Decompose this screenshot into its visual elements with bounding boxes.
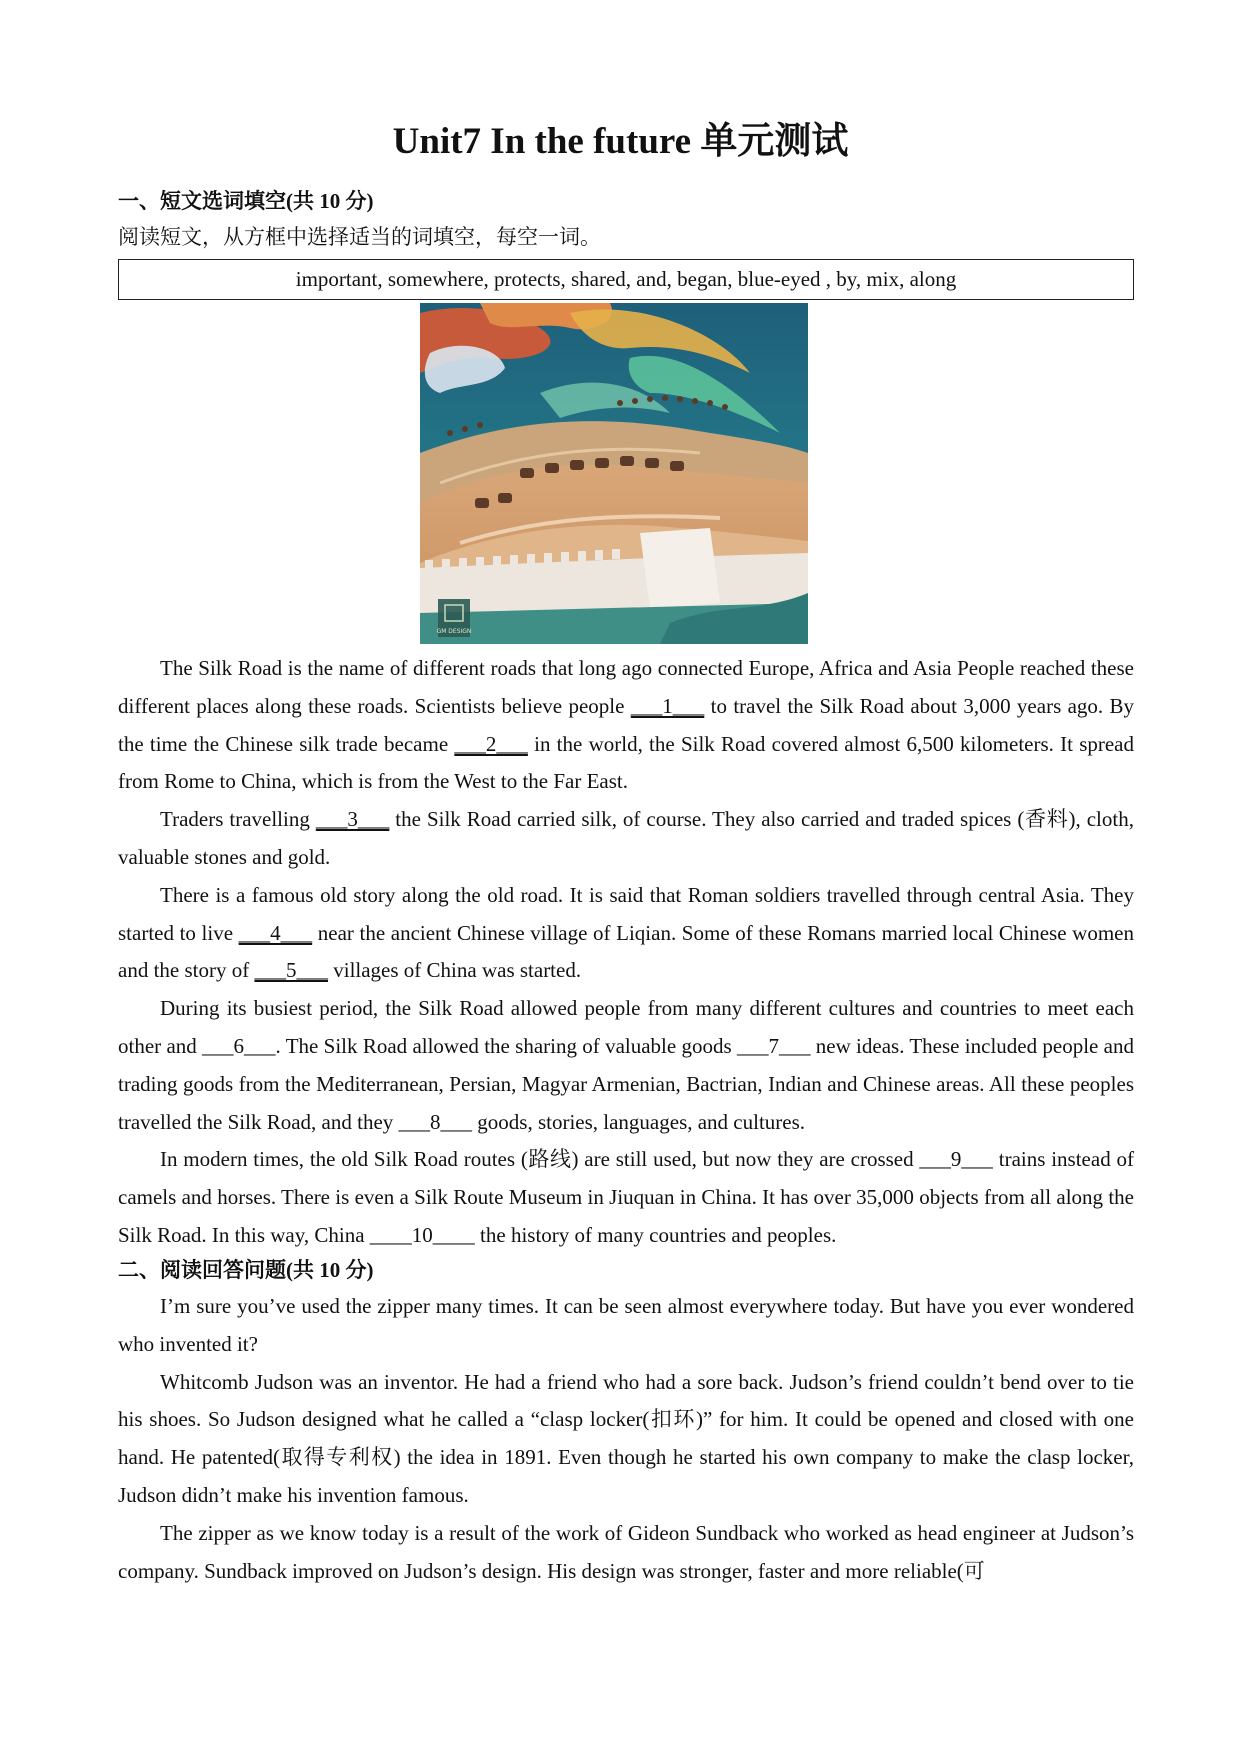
- blank-1: ___1___: [630, 693, 705, 718]
- word-bank-text: important, somewhere, protects, shared, and, began, blue-eyed , by, mix, along: [295, 267, 957, 291]
- text-run: The Silk Road is the name of different roads that long ago connected Europe, Africa and Asia People reached these different places along these roads. Scientists believe people: [118, 656, 1134, 718]
- passage-paragraph: [118, 801, 1134, 877]
- page-title: Unit7 In the future 单元测试: [392, 121, 849, 162]
- blank-3: ___3___: [315, 807, 390, 832]
- silk-road-illustration: [420, 303, 808, 644]
- text-run: the Silk Road carried silk, of course. They also carried and traded spices (香料), cloth, valuable stones and gold.: [118, 807, 1134, 869]
- text-run: There is a famous old story along the old road. It is said that Roman soldiers travelled through central Asia. They started to live: [118, 882, 1134, 945]
- section2-passage: [118, 1288, 1134, 1590]
- blank-4: ___4___: [238, 920, 313, 945]
- logo-text: GM DESIGN: [436, 628, 472, 635]
- blank-2: ___2___: [454, 731, 528, 756]
- passage-paragraph: I’m sure you’ve used the zipper many times. It can be seen almost everywhere today. But have you ever wondered who invented it?: [118, 1294, 1134, 1356]
- text-run: In modern times, the old Silk Road routes (路线) are still used, but now they are crossed ___9___ trains instead of camels and horses. There is even a Silk Route Museum in Jiuquan in China. It has over 35,000 objects from all along the Silk Road. In this way, China ____10____ the history of many countries and peoples.: [118, 1147, 1134, 1247]
- section1-passage: [118, 650, 1134, 1255]
- passage-paragraph: [118, 650, 1134, 801]
- section2-heading: 二、阅读回答问题(共 10 分): [118, 1258, 374, 1282]
- section1-heading: 一、短文选词填空(共 10 分): [118, 189, 374, 213]
- passage-paragraph: Whitcomb Judson was an inventor. He had a friend who had a sore back. Judson’s friend couldn’t bend over to tie his shoes. So Judson designed what he called a “clasp locker(扣环)” for him. It could be opened and closed with one hand. He patented(取得专利权) the idea in 1891. Even though he started his own company to make the clasp locker, Judson didn’t make his invention famous.: [118, 1369, 1134, 1507]
- text-run: Traders travelling: [160, 807, 316, 832]
- text-run: During its busiest period, the Silk Road allowed people from many different cultures and countries to meet each other and ___6___. The Silk Road allowed the sharing of valuable goods ___7___ new ideas. These included people and trading goods from the Mediterranean, Persian, Magyar Armenian, Bactrian, Indian and Chinese areas. All these peoples travelled the Silk Road, and they ___8___ goods, stories, languages, and cultures.: [118, 996, 1134, 1134]
- word-bank-box: [118, 259, 1134, 300]
- text-run: in the world, the Silk Road covered almost 6,500 kilometers. It spread from Rome to China, which is from the West to the Far East.: [118, 731, 1135, 794]
- passage-paragraph: [118, 1141, 1134, 1254]
- text-run: to travel the Silk Road about 3,000 years ago. By the time the Chinese silk trade became: [118, 693, 1135, 756]
- section1-instruction: 阅读短文，从方框中选择适当的词填空，每空一词。: [118, 225, 601, 249]
- text-run: near the ancient Chinese village of Liqian. Some of these Romans married local Chinese women and the story of: [118, 920, 1134, 983]
- passage-paragraph: [118, 990, 1134, 1141]
- text-run: villages of China was started.: [327, 958, 582, 983]
- passage-paragraph: [118, 877, 1134, 990]
- blank-5: ___5___: [254, 958, 328, 983]
- passage-paragraph: The zipper as we know today is a result of the work of Gideon Sundback who worked as head engineer at Judson’s company. Sundback improved on Judson’s design. His design was stronger, faster and more reliable(可: [118, 1520, 1134, 1583]
